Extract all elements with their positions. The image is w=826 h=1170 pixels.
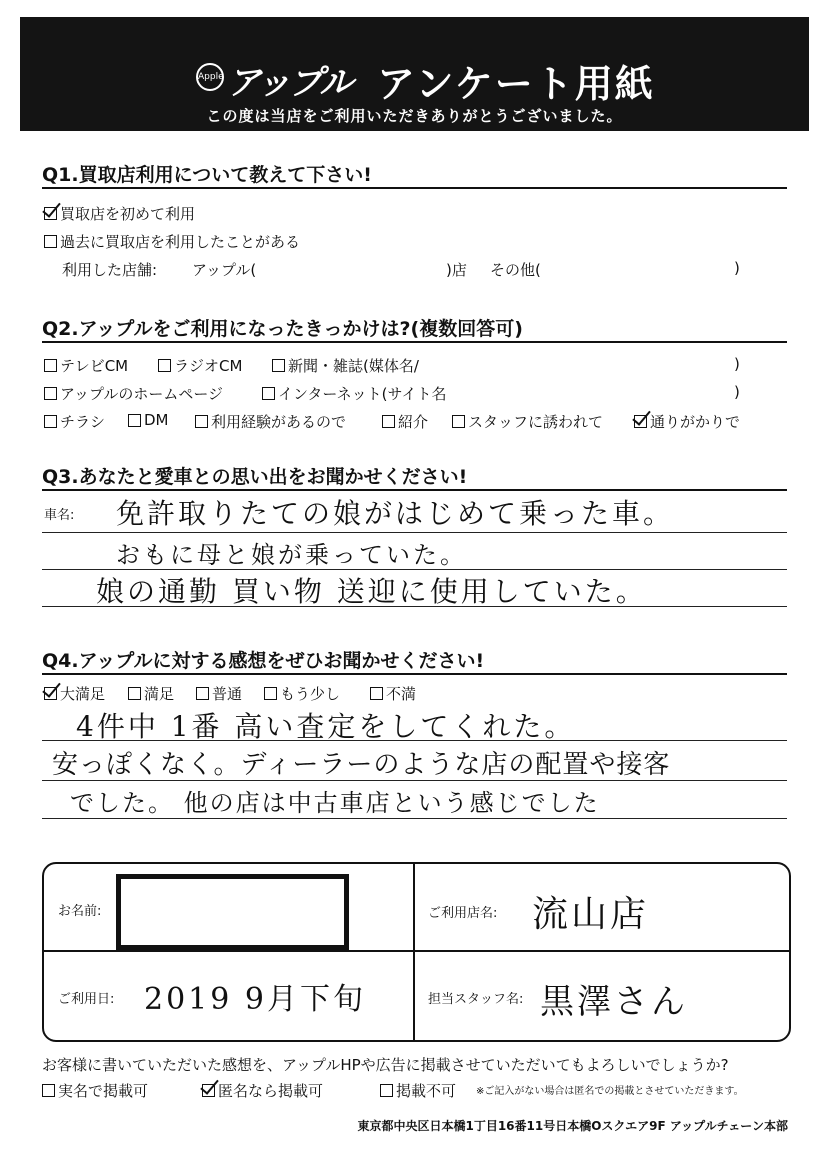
checkbox-checked[interactable] — [634, 415, 647, 428]
redacted-name-field — [116, 874, 349, 950]
page-subtitle: この度は当店をご利用いただきありがとうございました。 — [206, 107, 623, 125]
car-name-label: 車名: — [44, 508, 75, 523]
q2-option-experience[interactable] — [195, 411, 346, 432]
checkbox[interactable] — [128, 414, 141, 427]
checkbox[interactable] — [452, 415, 465, 428]
q3-answer-line-2: おもに母と娘が乗っていた。 — [116, 541, 467, 569]
visit-date-value: 2019 9月下旬 — [144, 982, 366, 1017]
option-label: テレビCM — [60, 357, 129, 375]
consent-option-not-allowed[interactable] — [380, 1080, 456, 1101]
option-label: ラジオCM — [174, 357, 243, 375]
q1-heading: Q1.買取店利用について教えて下さい! — [42, 164, 372, 186]
consent-note: ※ご記入がない場合は匿名での掲載とさせていただきます。 — [476, 1086, 744, 1097]
q1-apple-close: )店 — [446, 261, 467, 279]
option-label: 新聞・雑誌(媒体名/ — [288, 357, 419, 375]
checkbox-checked[interactable] — [44, 207, 57, 220]
checkbox[interactable] — [44, 387, 57, 400]
q2-option-internet[interactable] — [262, 383, 446, 404]
q2-internet-close: ) — [734, 383, 740, 401]
checkbox[interactable] — [44, 235, 57, 248]
option-label: 過去に買取店を利用したことがある — [60, 233, 301, 251]
option-label: 満足 — [144, 685, 175, 703]
q4-answer-line-3: でした。 他の店は中古車店という感じでした — [70, 789, 600, 817]
store-name-label: ご利用店名: — [428, 906, 498, 921]
staff-name-label: 担当スタッフ名: — [428, 992, 524, 1007]
brand-name: アップル — [227, 63, 352, 103]
option-label: DM — [144, 411, 169, 429]
table-divider-horizontal — [44, 950, 789, 952]
name-label: お名前: — [58, 904, 102, 919]
q3-answer-line-3: 娘の通勤 買い物 送迎に使用していた。 — [96, 575, 647, 608]
visit-date-label: ご利用日: — [58, 992, 115, 1007]
q4-heading: Q4.アップルに対する感想をぜひお聞かせください! — [42, 650, 485, 672]
q2-option-flyer[interactable] — [44, 411, 105, 432]
q3-heading: Q3.あなたと愛車との思い出をお聞かせください! — [42, 466, 468, 488]
q4-option-normal[interactable] — [196, 683, 242, 704]
staff-name-value: 黒澤さん — [540, 982, 688, 1022]
q4-option-satisfied[interactable] — [128, 683, 174, 704]
company-address: 東京都中央区日本橋1丁目16番11号日本橋Oスクエア9F アップルチェーン本部 — [357, 1119, 788, 1133]
q4-option-unsatisfied[interactable] — [370, 683, 416, 704]
option-label: 利用経験があるので — [211, 413, 347, 431]
option-label: 買取店を初めて利用 — [60, 205, 196, 223]
consent-question: お客様に書いていただいた感想を、アップルHPや広告に掲載させていただいてもよろしいでしょうか? — [42, 1056, 729, 1074]
checkbox[interactable] — [195, 415, 208, 428]
q1-apple-open: アップル( — [192, 261, 257, 279]
option-label: スタッフに誘われて — [468, 413, 604, 431]
q1-option-past[interactable] — [44, 231, 300, 252]
q2-divider — [42, 341, 787, 343]
q2-option-radio[interactable] — [158, 355, 242, 376]
q2-option-homepage[interactable] — [44, 383, 223, 404]
option-label: 匿名なら掲載可 — [218, 1082, 324, 1100]
option-label: 紹介 — [398, 413, 429, 431]
option-label: チラシ — [60, 413, 106, 431]
option-label: 普通 — [212, 685, 243, 703]
apple-logo-icon: Apple — [196, 63, 224, 91]
checkbox[interactable] — [262, 387, 275, 400]
option-label: 不満 — [386, 685, 417, 703]
q4-rule-3 — [42, 818, 787, 819]
q1-other-close: ) — [734, 259, 740, 277]
q2-option-newspaper[interactable] — [272, 355, 419, 376]
q3-rule-3 — [42, 606, 787, 607]
checkbox[interactable] — [158, 359, 171, 372]
q3-divider — [42, 489, 787, 491]
checkbox[interactable] — [42, 1084, 55, 1097]
checkbox[interactable] — [370, 687, 383, 700]
q2-option-passing[interactable] — [634, 411, 740, 432]
q2-option-intro[interactable] — [382, 411, 428, 432]
q1-divider — [42, 187, 787, 189]
q4-rule-1 — [42, 740, 787, 741]
option-label: もう少し — [280, 685, 341, 703]
checkbox[interactable] — [44, 359, 57, 372]
option-label: インターネット(サイト名 — [278, 385, 447, 403]
q1-option-first-time[interactable] — [44, 203, 195, 224]
checkbox[interactable] — [382, 415, 395, 428]
q3-rule-1 — [42, 532, 787, 533]
q4-rule-2 — [42, 780, 787, 781]
q2-option-dm[interactable] — [128, 411, 169, 429]
consent-option-anonymous[interactable] — [202, 1080, 323, 1101]
q4-option-little-more[interactable] — [264, 683, 340, 704]
q2-heading: Q2.アップルをご利用になったきっかけは?(複数回答可) — [42, 318, 523, 340]
checkbox[interactable] — [380, 1084, 393, 1097]
q1-other-open: その他( — [490, 261, 541, 279]
checkbox[interactable] — [264, 687, 277, 700]
q2-option-staff[interactable] — [452, 411, 603, 432]
q4-divider — [42, 673, 787, 675]
checkbox-checked[interactable] — [44, 687, 57, 700]
header-banner — [20, 17, 809, 131]
q3-answer-line-1: 免許取りたての娘がはじめて乗った車。 — [116, 497, 675, 530]
checkbox[interactable] — [44, 415, 57, 428]
option-label: 大満足 — [60, 685, 106, 703]
option-label: 掲載不可 — [396, 1082, 457, 1100]
customer-info-table — [42, 862, 791, 1042]
table-divider-vertical — [413, 864, 415, 1040]
page-title: アンケート用紙 — [377, 62, 655, 106]
option-label: 実名で掲載可 — [58, 1082, 149, 1100]
store-name-value: 流山店 — [532, 894, 650, 935]
consent-option-real-name[interactable] — [42, 1080, 148, 1101]
q1-store-label: 利用した店舗: — [62, 261, 158, 279]
checkbox[interactable] — [196, 687, 209, 700]
option-label: アップルのホームページ — [60, 385, 224, 403]
option-label: 通りがかりで — [650, 413, 741, 431]
checkbox[interactable] — [128, 687, 141, 700]
q2-news-close: ) — [734, 355, 740, 373]
q2-option-tv[interactable] — [44, 355, 128, 376]
q4-answer-line-2: 安っぽくなく。ディーラーのような店の配置や接客 — [52, 750, 671, 780]
q4-answer-line-1: 4件中 1番 高い査定をしてくれた。 — [76, 710, 576, 743]
q4-option-very-satisfied[interactable] — [44, 683, 105, 704]
checkbox-checked[interactable] — [202, 1084, 215, 1097]
checkbox[interactable] — [272, 359, 285, 372]
